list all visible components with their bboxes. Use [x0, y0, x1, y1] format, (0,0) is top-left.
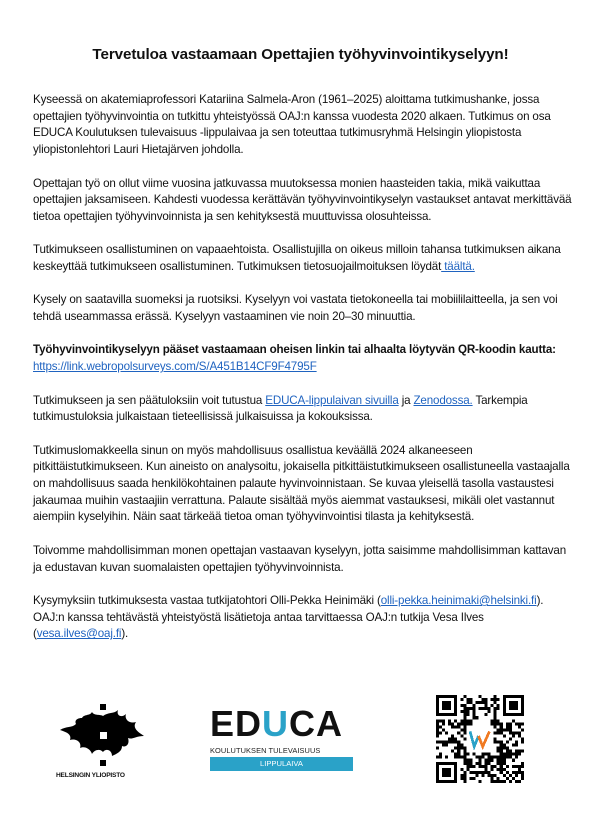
qr-code-icon	[436, 695, 524, 783]
results-paragraph	[33, 393, 573, 426]
participation-paragraph	[33, 242, 573, 275]
zenodo-link[interactable]: Zenodossa.	[413, 393, 473, 407]
participation-text: Tutkimukseen osallistuminen on vapaaehtoista. Osallistujilla on oikeus milloin tahansa tutkimuksen aikana keskeyttää tutkimukseen osallistuminen. Tutkimuksen tietosuojailmoituksen löydät	[33, 243, 561, 273]
educa-subtitle: KOULUTUKSEN TULEVAISUUS	[210, 746, 321, 755]
educa-wordmark-ca: CA	[289, 703, 344, 744]
document-body	[33, 92, 573, 660]
contact-paragraph	[33, 593, 573, 643]
educa-logo	[210, 703, 355, 776]
results-text-1: Tutkimukseen ja sen päätuloksiin voit tutustua	[33, 393, 266, 407]
helsinki-university-logo	[56, 702, 151, 782]
page-title: Tervetuloa vastaamaan Opettajien työhyvinvointikyselyyn!	[92, 46, 509, 63]
educa-wordmark-ed: ED	[210, 703, 263, 744]
educa-page-link[interactable]: EDUCA-lippulaivan sivuilla	[265, 393, 399, 407]
contact-text-2: ). OAJ:n kanssa tehtävästä yhteistyöstä lisätietoja antaa tarvittaessa OAJ:n tutkija Vesa Ilves (	[33, 593, 544, 641]
background-paragraph: Opettajan työ on ollut viime vuosina jatkuvassa muutoksessa monien haasteiden takia, mikä vaikuttaa opettajien jaksamiseen. Kahdesti vuodessa kerättävän työhyvinvointikyselyn vastaukset antavat merkittävää tietoa opettajien työhyvinvoinnista ja sen kehityksestä muuttuvissa olosuhteissa.	[33, 176, 572, 223]
hope-paragraph: Toivomme mahdollisimman monen opettajan vastaavan kyselyyn, jotta saisimme mahdollisimman kattavan ja edustavan kuvan suomalaisten opettajien työhyvinvoinnista.	[33, 543, 567, 574]
educa-wordmark-u: U	[262, 703, 290, 744]
languages-paragraph: Kysely on saatavilla suomeksi ja ruotsiksi. Kyselyyn voi vastata tietokoneella tai mobiililaitteella, ja sen voi tehdä useammassa erässä. Kyselyyn vastaaminen vie noin 20–30 minuuttia.	[33, 293, 558, 324]
feedback-paragraph: Tutkimuslomakkeella sinun on myös mahdollisuus osallistua keväällä 2024 alkaneeseen pitkittäistutkimukseen. Kun aineisto on analysoitu, jokaisella pitkittäistutkimukseen osallistuneella vastaajalla on mahdollisuus saada henkilökohtainen palaute hyvinvoinnistaan. Se kuvaa yleisellä tasolla vastaustesi jakaumaa muihin vastaajiin verrattuna. Palaute sisältää myös aiemmat vastauksesi, mikäli olet vastannut aiempiin kyselyihin. Näin saat tärkeää tietoa oman työhyvinvointisi tilasta ja kehityksestä.	[33, 443, 570, 524]
survey-link[interactable]: https://link.webropolsurveys.com/S/A451B14CF9F4795F	[33, 360, 317, 374]
helsinki-university-wordmark: HELSINGIN YLIOPISTO	[56, 772, 125, 779]
results-text-3: Tarkempia tutkimustuloksia julkaistaan tieteellisissä julkaisuissa ja kokouksissa.	[33, 393, 528, 424]
results-text-2: ja	[398, 393, 414, 407]
ilves-email-link[interactable]: vesa.ilves@oaj.fi	[36, 627, 122, 641]
contact-text-1: Kysymyksiin tutkimuksesta vastaa tutkijatohtori Olli-Pekka Heinimäki (	[33, 593, 381, 607]
heinimaki-email-link[interactable]: olli-pekka.heinimaki@helsinki.fi	[380, 593, 537, 607]
flame-emblem-icon	[56, 702, 151, 770]
educa-wordmark	[210, 703, 344, 744]
survey-qr-code[interactable]	[436, 695, 524, 783]
survey-link-paragraph	[33, 342, 573, 375]
intro-paragraph: Kyseessä on akatemiaprofessori Katariina Salmela-Aron (1961–2025) aloittama tutkimushanke, jossa opettajien työhyvinvointia on tutkittu yhteistyössä OAJ:n kanssa vuodesta 2020 alkaen. Tutkimus on osa EDUCA Koulutuksen tulevaisuus -lippulaivaa ja sen toteuttaa tutkimusryhmä Helsingin yliopistosta yliopistonlehtori Lauri Hietajärven johdolla.	[33, 93, 551, 157]
survey-link-intro: Työhyvinvointikyselyyn pääset vastaamaan oheisen linkin tai alhaalta löytyvän QR-koodin kautta:	[33, 343, 556, 357]
educa-flagship-bar: LIPPULAIVA	[210, 757, 353, 771]
contact-text-3: ).	[121, 627, 129, 641]
privacy-notice-link[interactable]: täältä.	[441, 260, 475, 273]
